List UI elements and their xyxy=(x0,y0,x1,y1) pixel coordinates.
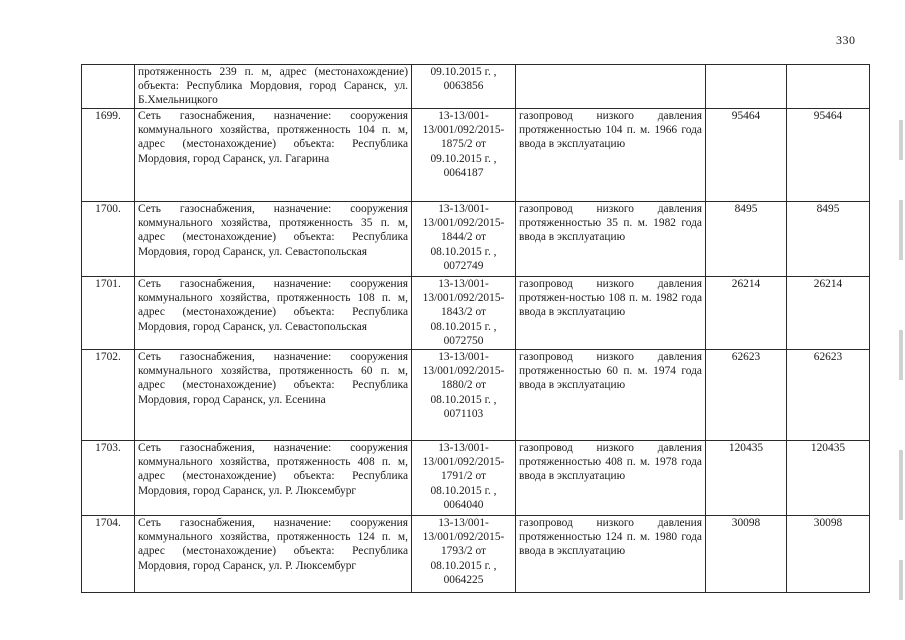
value-cell-1: 30098 xyxy=(706,516,787,593)
property-registry-table xyxy=(81,64,870,593)
object-description: протяженность 239 п. м, адрес (местонахождение) объекта: Республика Мордовия, город Саранск, ул. Б.Хмельницкого xyxy=(135,65,412,109)
registration-record: 13-13/001-13/001/092/2015-1793/2 от 08.10.2015 г. , 0064225 xyxy=(412,516,516,593)
row-number: 1700. xyxy=(82,202,135,277)
value-cell-1: 26214 xyxy=(706,277,787,350)
value-cell-1: 8495 xyxy=(706,202,787,277)
object-description: Сеть газоснабжения, назначение: сооружения коммунального хозяйства, протяженность 124 п. м, адрес (местонахождение) объекта: Республика Мордовия, город Саранск, ул. Р. Люксембург xyxy=(135,516,412,593)
object-characteristics: газопровод низкого давления протяженностью 60 п. м. 1974 года ввода в эксплуатацию xyxy=(516,350,706,441)
value-cell-1: 62623 xyxy=(706,350,787,441)
value-cell-1 xyxy=(706,65,787,109)
value-cell-2: 120435 xyxy=(787,441,870,516)
registration-record: 09.10.2015 г. , 0063856 xyxy=(412,65,516,109)
table-row xyxy=(82,350,870,441)
table-row xyxy=(82,65,870,109)
registration-record: 13-13/001-13/001/092/2015-1880/2 от 08.10.2015 г. , 0071103 xyxy=(412,350,516,441)
value-cell-2: 8495 xyxy=(787,202,870,277)
table-row xyxy=(82,277,870,350)
value-cell-2: 30098 xyxy=(787,516,870,593)
value-cell-2 xyxy=(787,65,870,109)
object-characteristics: газопровод низкого давления протяженностью 124 п. м. 1980 года ввода в эксплуатацию xyxy=(516,516,706,593)
object-characteristics: газопровод низкого давления протяжен-ностью 108 п. м. 1982 года ввода в эксплуатацию xyxy=(516,277,706,350)
row-number: 1701. xyxy=(82,277,135,350)
value-cell-2: 95464 xyxy=(787,109,870,202)
registration-record: 13-13/001-13/001/092/2015-1791/2 от 08.10.2015 г. , 0064040 xyxy=(412,441,516,516)
row-number: 1699. xyxy=(82,109,135,202)
value-cell-2: 62623 xyxy=(787,350,870,441)
value-cell-1: 95464 xyxy=(706,109,787,202)
row-number: 1703. xyxy=(82,441,135,516)
scan-edge-artifact xyxy=(899,120,903,160)
scan-edge-artifact xyxy=(899,330,903,380)
object-characteristics: газопровод низкого давления протяженностью 104 п. м. 1966 года ввода в эксплуатацию xyxy=(516,109,706,202)
object-description: Сеть газоснабжения, назначение: сооружения коммунального хозяйства, протяженность 408 п. м, адрес (местонахождение) объекта: Республика Мордовия, город Саранск, ул. Р. Люксембург xyxy=(135,441,412,516)
registration-record: 13-13/001-13/001/092/2015-1875/2 от 09.10.2015 г. , 0064187 xyxy=(412,109,516,202)
table-row xyxy=(82,441,870,516)
table-row xyxy=(82,109,870,202)
value-cell-1: 120435 xyxy=(706,441,787,516)
object-description: Сеть газоснабжения, назначение: сооружения коммунального хозяйства, протяженность 35 п. м, адрес (местонахождение) объекта: Республика Мордовия, город Саранск, ул. Севастопольская xyxy=(135,202,412,277)
row-number: 1702. xyxy=(82,350,135,441)
scan-edge-artifact xyxy=(899,200,903,260)
table-row xyxy=(82,516,870,593)
object-description: Сеть газоснабжения, назначение: сооружения коммунального хозяйства, протяженность 108 п. м, адрес (местонахождение) объекта: Республика Мордовия, город Саранск, ул. Севастопольская xyxy=(135,277,412,350)
row-number xyxy=(82,65,135,109)
page-number: 330 xyxy=(836,33,856,47)
object-characteristics: газопровод низкого давления протяженностью 408 п. м. 1978 года ввода в эксплуатацию xyxy=(516,441,706,516)
object-description: Сеть газоснабжения, назначение: сооружения коммунального хозяйства, протяженность 104 п. м, адрес (местонахождение) объекта: Республика Мордовия, город Саранск, ул. Гагарина xyxy=(135,109,412,202)
value-cell-2: 26214 xyxy=(787,277,870,350)
object-characteristics: газопровод низкого давления протяженностью 35 п. м. 1982 года ввода в эксплуатацию xyxy=(516,202,706,277)
object-characteristics xyxy=(516,65,706,109)
scan-edge-artifact xyxy=(899,560,903,600)
scan-edge-artifact xyxy=(899,450,903,520)
registration-record: 13-13/001-13/001/092/2015-1844/2 от 08.10.2015 г. , 0072749 xyxy=(412,202,516,277)
object-description: Сеть газоснабжения, назначение: сооружения коммунального хозяйства, протяженность 60 п. м, адрес (местонахождение) объекта: Республика Мордовия, город Саранск, ул. Есенина xyxy=(135,350,412,441)
table-row xyxy=(82,202,870,277)
registration-record: 13-13/001-13/001/092/2015-1843/2 от 08.10.2015 г. , 0072750 xyxy=(412,277,516,350)
row-number: 1704. xyxy=(82,516,135,593)
